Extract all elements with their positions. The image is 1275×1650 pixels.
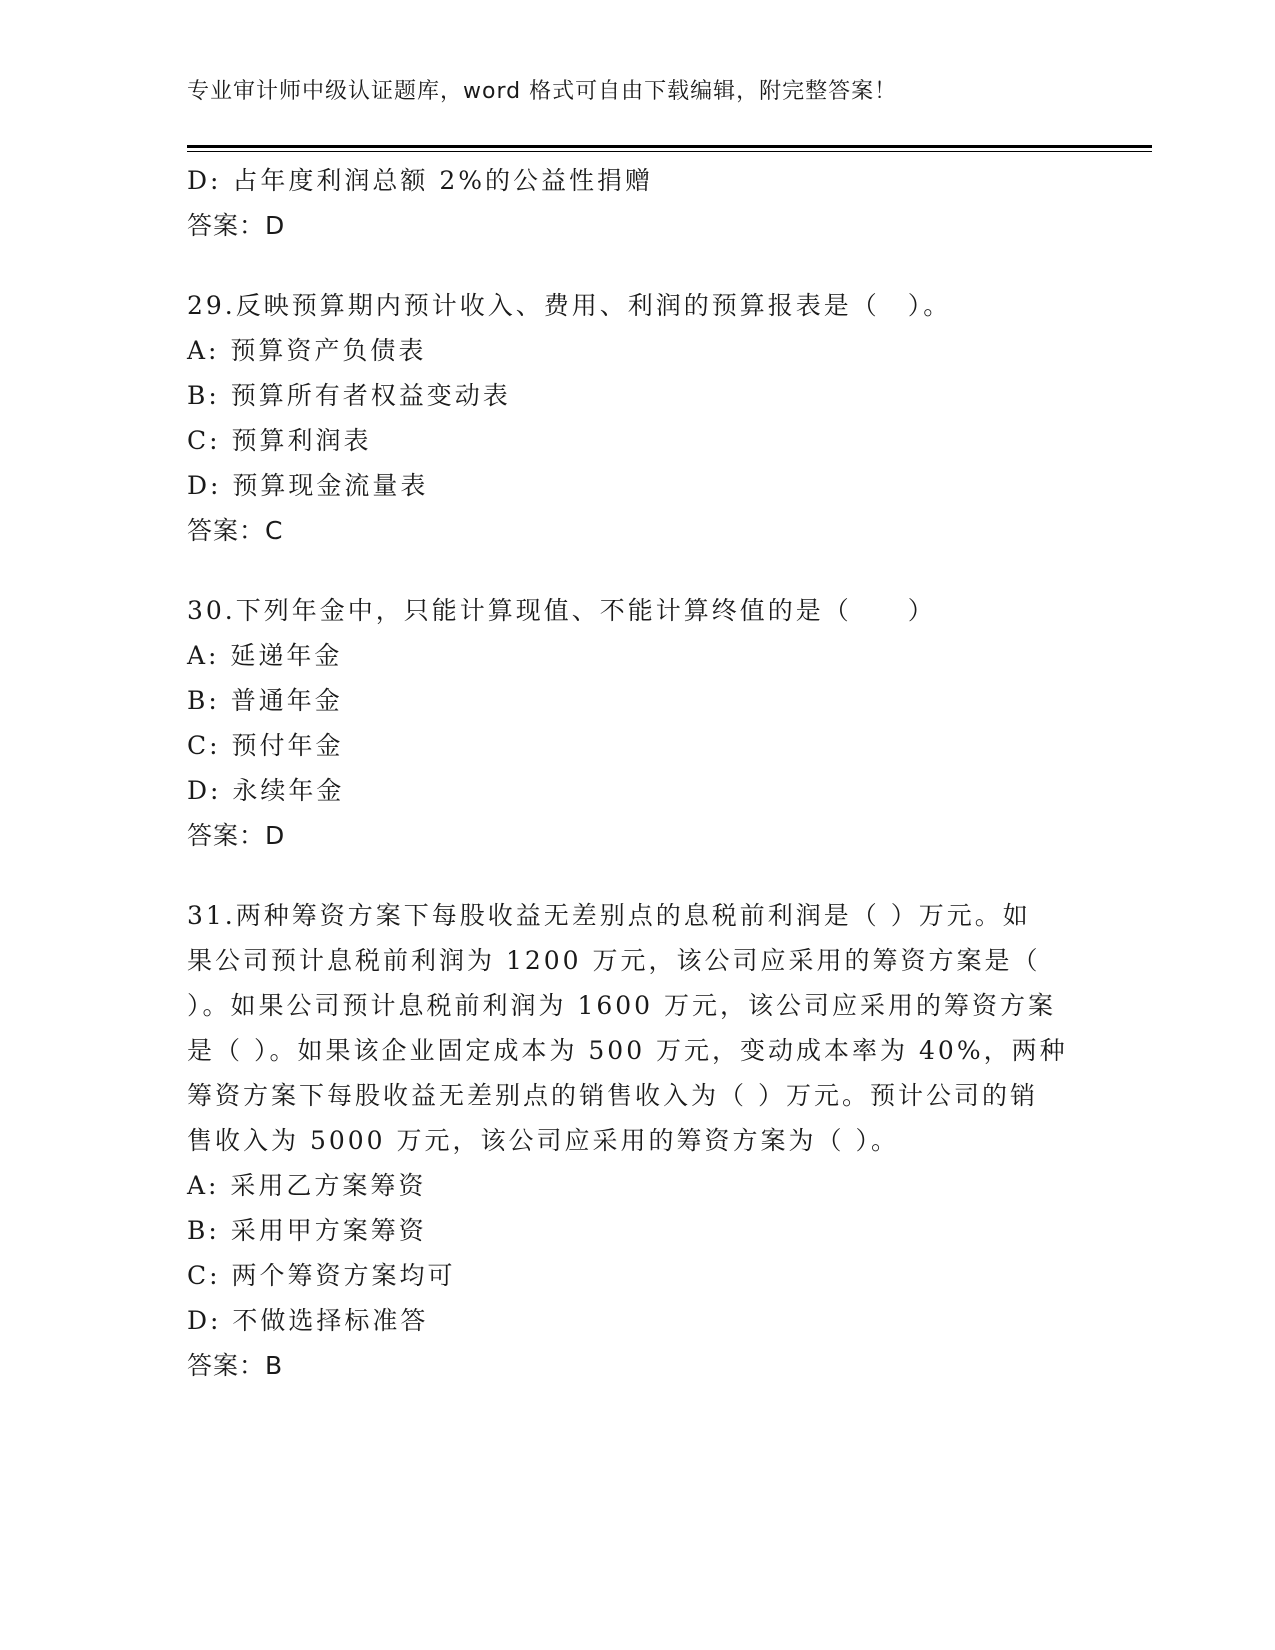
question-stem: 29.反映预算期内预计收入、费用、利润的预算报表是（ ）。 bbox=[187, 291, 952, 320]
option-d: D: 永续年金 bbox=[187, 776, 345, 805]
question-stem-line-4: 是（ ）。如果该企业固定成本为 500 万元，变动成本率为 40%，两种 bbox=[187, 1036, 1068, 1065]
option-d: D: 不做选择标准答 bbox=[187, 1306, 429, 1335]
page-header: 专业审计师中级认证题库，word 格式可自由下载编辑，附完整答案！ bbox=[187, 79, 898, 104]
option-c: C: 预付年金 bbox=[187, 731, 344, 760]
answer-line: 答案：B bbox=[187, 1351, 284, 1380]
question-31 bbox=[187, 893, 1087, 1388]
answer-line: 答案：C bbox=[187, 516, 284, 545]
question-stem-line-1: 31.两种筹资方案下每股收益无差别点的息税前利润是（ ）万元。如 bbox=[187, 901, 1031, 930]
question-stem: 30.下列年金中，只能计算现值、不能计算终值的是（ ） bbox=[187, 596, 936, 625]
header-rule-thin bbox=[187, 151, 1152, 152]
header-rule-thick bbox=[187, 145, 1152, 148]
option-a: A: 预算资产负债表 bbox=[187, 336, 427, 365]
question-stem-line-2: 果公司预计息税前利润为 1200 万元，该公司应采用的筹资方案是（ bbox=[187, 946, 1041, 975]
document-body bbox=[187, 158, 1087, 1388]
question-stem-line-5: 筹资方案下每股收益无差别点的销售收入为（ ）万元。预计公司的销 bbox=[187, 1081, 1038, 1110]
answer-line: 答案：D bbox=[187, 211, 286, 240]
answer-line: 答案：D bbox=[187, 821, 286, 850]
option-d: D: 预算现金流量表 bbox=[187, 471, 429, 500]
option-b: B: 预算所有者权益变动表 bbox=[187, 381, 511, 410]
option-a: A: 延递年金 bbox=[187, 641, 343, 670]
question-stem-line-3: ）。如果公司预计息税前利润为 1600 万元，该公司应采用的筹资方案 bbox=[187, 991, 1057, 1020]
option-d: D: 占年度利润总额 2%的公益性捐赠 bbox=[187, 166, 654, 195]
question-29 bbox=[187, 283, 1087, 553]
option-a: A: 采用乙方案筹资 bbox=[187, 1171, 427, 1200]
option-b: B: 普通年金 bbox=[187, 686, 343, 715]
question-stem-line-6: 售收入为 5000 万元，该公司应采用的筹资方案为（ ）。 bbox=[187, 1126, 899, 1155]
option-c: C: 两个筹资方案均可 bbox=[187, 1261, 456, 1290]
question-30 bbox=[187, 588, 1087, 858]
prev-question-tail bbox=[187, 158, 1087, 248]
option-c: C: 预算利润表 bbox=[187, 426, 372, 455]
option-b: B: 采用甲方案筹资 bbox=[187, 1216, 427, 1245]
